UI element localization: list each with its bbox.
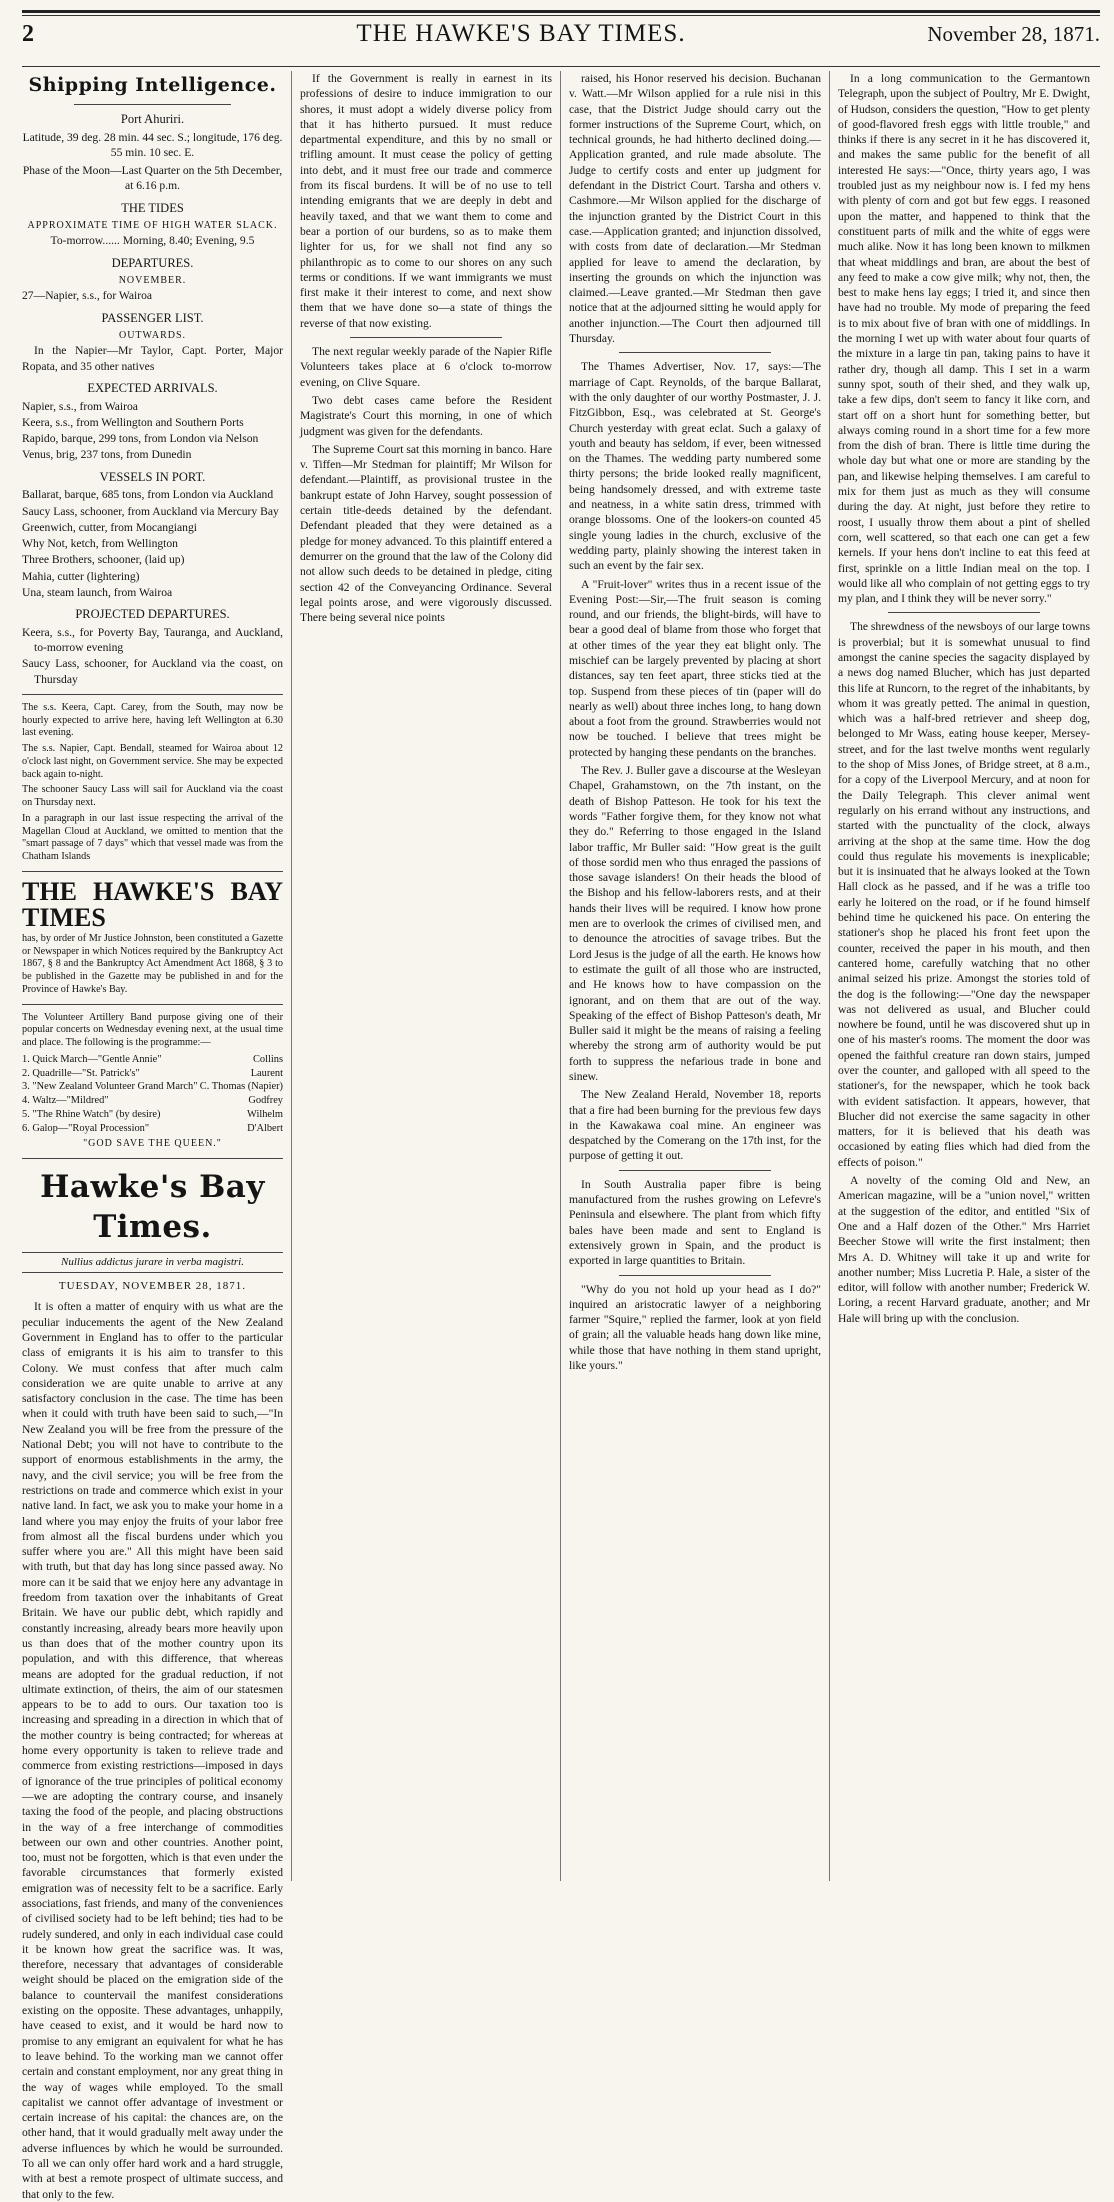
- tides-line: To-morrow...... Morning, 8.40; Evening, 9.5: [50, 234, 255, 248]
- departure-item: 27—Napier, s.s., for Wairoa: [22, 289, 153, 303]
- expected-item: Rapido, barque, 299 tons, from London via Nelson: [22, 432, 259, 446]
- inport-item: Why Not, ketch, from Wellington: [22, 537, 178, 551]
- band-intro: The Volunteer Artillery Band purpose giving one of their popular concerts on Wednesday evening next, at the usual time and place. The following is the programme:—: [22, 1011, 283, 1049]
- shipping-heading: Shipping Intelligence.: [28, 74, 277, 96]
- shipping-note: In a paragraph in our last issue respecting the arrival of the Magellan Cloud at Auckland, we omitted to mention that the "smart passage of 7 days" which that vessel made was from the Chatham Islands: [22, 812, 283, 863]
- news-item: "Why do you not hold up your head as I do?" inquired an aristocratic lawyer of a neighboring farmer "Squire," replied the farmer, look at yon field of grain; all the valuable heads hang down like mine, while those that have nothing in them stand upright, like yours.": [569, 1282, 821, 1373]
- programme-composer: Wilhelm: [247, 1108, 283, 1120]
- programme-piece: 2. Quadrille—"St. Patrick's": [22, 1067, 140, 1079]
- column-1: [22, 71, 291, 2201]
- port-name: Port Ahuriri.: [120, 112, 185, 127]
- news-item: The next regular weekly parade of the Napier Rifle Volunteers takes place at 6 o'clock to-morrow evening, on Clive Square.: [300, 345, 552, 389]
- issue-date: November 28, 1871.: [927, 22, 1100, 46]
- divider: [619, 352, 770, 353]
- inport-item: Saucy Lass, schooner, from Auckland via Mercury Bay: [22, 504, 279, 518]
- programme-piece: 4. Waltz—"Mildred": [22, 1095, 109, 1107]
- passenger-heading: PASSENGER LIST.: [101, 310, 204, 325]
- column-2: [291, 71, 560, 1881]
- shipping-note: The s.s. Keera, Capt. Carey, from the South, may now be hourly expected to arrive here, having left Wellington at 6.30 last evening.: [22, 701, 283, 739]
- news-item: The Supreme Court sat this morning in banco. Hare v. Tiffen—Mr Stedman for plaintiff; Mr Wilson for defendant.—Plaintiff, as provisional trustee in the bankrupt estate of John Harvey, sought possession of certain title-deeds detained by the defendant. Defendant pleaded that they were detained as a pledge for money advanced. To this plaintiff entered a demurrer on the ground that the law of the Colony did not allow such deeds to be detained in pledge, citing section 42 of the Conveyancing Ordinance. Several legal points arose, and were vigorously discussed. There being several nice points: [300, 442, 552, 625]
- motto: Nullius addictus jurare in verba magistri.: [22, 1252, 283, 1273]
- columns: [22, 71, 1100, 2201]
- inport-item: Mahia, cutter (lightering): [22, 569, 140, 583]
- masthead: [22, 16, 1100, 66]
- divider: [22, 1158, 283, 1159]
- projected-item: Keera, s.s., for Poverty Bay, Tauranga, and Auckland, to-morrow evening: [22, 625, 283, 655]
- news-item: In South Australia paper fibre is being manufactured from the rushes growing on Lefevre's Peninsula and elsewhere. The plant from which fifty bales have been made and sent to England is extensively grown in Spain, and the product is exported in large quantities to Britain.: [569, 1177, 821, 1268]
- top-rule: [22, 10, 1100, 13]
- passenger-line: In the Napier—Mr Taylor, Capt. Porter, Major Ropata, and 35 other natives: [22, 344, 283, 373]
- moon-phase: Phase of the Moon—Last Quarter on the 5th December, at 6.16 p.m.: [22, 164, 283, 193]
- page-number: 2: [22, 21, 34, 47]
- news-item: The Thames Advertiser, Nov. 17, says:—The marriage of Capt. Reynolds, of the barque Ballarat, with the only daughter of our worthy Postmaster, J. J. FitzGibbon, Esq., was celebrated at St. George's Church yesterday with great eclat. Such a galaxy of youth and beauty has seldom, if ever, been witnessed on the Thames. The wedding party numbered some thirty persons; the bride looked really magnificent, being handsomely dressed, and with extreme taste and neatness, in a white satin dress, trimmed with orange blossoms. One of the lookers-on counted 45 single young ladies in the church, exclusive of the wedding party, plainly showing the interest taken in such an event by the fair sex.: [569, 360, 821, 573]
- masthead-rule: [22, 66, 1100, 67]
- divider: [888, 612, 1039, 613]
- programme-composer: Godfrey: [248, 1095, 283, 1107]
- inport-item: Greenwich, cutter, from Mocangiangi: [22, 520, 197, 534]
- latlong: Latitude, 39 deg. 28 min. 44 sec. S.; longitude, 176 deg. 55 min. 10 sec. E.: [22, 130, 283, 159]
- expected-item: Keera, s.s., from Wellington and Southern Ports: [22, 415, 244, 429]
- programme-piece: 1. Quick March—"Gentle Annie": [22, 1053, 162, 1065]
- departures-heading: DEPARTURES.: [111, 255, 194, 270]
- inport-item: Three Brothers, schooner, (laid up): [22, 553, 185, 567]
- divider: [350, 337, 501, 338]
- programme-composer: D'Albert: [247, 1122, 283, 1134]
- divider: [22, 871, 283, 872]
- programme-piece: 5. "The Rhine Watch" (by desire): [22, 1108, 161, 1120]
- band-close: "GOD SAVE THE QUEEN.": [83, 1138, 222, 1150]
- column-4: [829, 71, 1098, 1881]
- programme-row: [22, 1080, 283, 1094]
- newspaper-title: THE HAWKE'S BAY TIMES.: [356, 20, 686, 47]
- expected-item: Venus, brig, 237 tons, from Dunedin: [22, 448, 192, 462]
- news-item: A novelty of the coming Old and New, an American magazine, will be a "union novel," written at the suggestion of the editor, and entitled "Six of One and a Half dozen of the Other." Mrs Harriet Beecher Stowe will write the first instalment; then Mrs A. D. Whitney will take it up and write for another number; Miss Lucretia P. Hale, a sister of the editor, will follow with another number; Frederick W. Loring, a recent Harvard graduate, another; and Mr Hale will bring up with the conclusion.: [838, 1174, 1090, 1325]
- news-item: The Rev. J. Buller gave a discourse at the Wesleyan Chapel, Grahamstown, on the 7th instant, on the death of Bishop Patteson. He took for his text the words "Father forgive them, for they know not what they do." Referring to those engaged in the Island labor traffic, Mr Buller said: "How great is the guilt of those sordid men who thus enraged the passions of those savage islanders! On their heads the blood of the Bishop and his fellow-laborers rests, and at their hands their lives will be required. I know how prone men are to overlook the crimes of civilised men, and to denounce the atrocities of savage tribes. But the Lord Jesus is the judge of all the earth. He knows how to estimate the guilt of all those who are instructed, and He knows how to have compassion on the ignorant, and on them that are out of the way. Speaking of the effect of Bishop Patteson's death, Mr Buller said it might be the means of raising a feeling whereby the strong arm of authority would be put forth to suppress the nefarious trade in bone and sinew.: [569, 764, 821, 1083]
- programme-piece: 6. Galop—"Royal Procession": [22, 1122, 150, 1134]
- dateline: TUESDAY, NOVEMBER 28, 1871.: [58, 1279, 247, 1292]
- inport-item: Ballarat, barque, 685 tons, from London via Auckland: [22, 488, 274, 502]
- programme-row: [22, 1053, 283, 1067]
- gazette-heading: THE HAWKE'S BAY TIMES: [22, 876, 283, 932]
- tides-heading: THE TIDES: [121, 200, 184, 215]
- news-item: In a long communication to the Germantown Telegraph, upon the subject of Poultry, Mr E. Dwight, of Hudson, considers the question, "How to get plenty of good-flavored fresh eggs with little trouble," and thinks if there is any secret in it he has discovered it, and makes the same public for the benefit of all interested He says:—"Once, thirty years ago, I was troubled just as my neighbour now is. I fed my hens with plenty of corn and got but few eggs. I reasoned upon the matter, and happened to think that the constituent parts of milk and the white of eggs were much alike. Now it has long been known to milkmen that wheat middlings and bran, are about the best of any feed to make a cow give milk; why not, then, the best to make hens lay eggs; I tried it, and since then have had no trouble. My mode of preparing the feed is to mix about five of bran with one of middlings. In the morning I wet up with water about four quarts of the mixture in a large tin pan, taking pains to have it rather dry, though all damp. This I set in a warm sunny spot, south of their shed, and they walk up, take a few dips, don't seem to fancy it like corn, and start off on a short hunt for something better, but always coming round in a short time for a few more from the dish of bran. There is little time during the whole day but what one or more are standing by the pan, and likewise helping themselves. I am careful to mix for them just as much as they will consume during the day. At night, just before they retire to roost, I usually throw them about a pint of shelled corn, well scattered, so that each one can get a few kernels. If your hens don't incline to eat this feed at first, sprinkle on a little Indian meal on the top. I would like all who complain of not getting eggs to try my plan, and I think they will be never sorry.": [838, 72, 1090, 606]
- news-item: Two debt cases came before the Resident Magistrate's Court this morning, in one of which judgment was given for the defendants.: [300, 393, 552, 438]
- divider: [74, 104, 231, 105]
- divider: [22, 694, 283, 695]
- programme-piece: 3. "New Zealand Volunteer Grand March": [22, 1081, 198, 1093]
- departures-month: NOVEMBER.: [118, 275, 187, 287]
- divider: [619, 1275, 770, 1276]
- tides-sub: APPROXIMATE TIME OF HIGH WATER SLACK.: [27, 220, 278, 232]
- divider: [22, 1004, 283, 1005]
- expected-heading: EXPECTED ARRIVALS.: [87, 381, 218, 396]
- programme-composer: C. Thomas (Napier): [199, 1081, 283, 1093]
- paper-title: Hawke's Bay Times.: [40, 1168, 265, 1246]
- news-item: The shrewdness of the newsboys of our large towns is proverbial; but it is somewhat unusual to find amongst the canine species the sagacity displayed by a news dog named Blucher, which has just departed this life at Runcorn, to the regret of the inhabitants, by whom it was greatly petted. The animal in question, which was a half-bred retriever and sheep dog, belonged to Mr Wass, eating house keeper, Mersey-street, and for the last twelve months went regularly to the shop of Miss Jones, of Bridge street, at 8 a.m., for a copy of the Liverpool Mercury, and at noon for the Daily Telegraph. This clever animal went regularly on his errand without any instructions, and started with the punctuality of the clock, always arriving at the shop at the same time. How the dog could thus regulate his movements is inexplicable; but it is insinuated that he always looked at the Town Hall clock as he passed, and if he was a trifle too early he loitered on the road, or if he found himself behind time he quickened his pace. On entering the stationer's shop he placed his front feet upon the counter, received the paper in his mouth, and then cantered home, carefully watching that no other animal seized his prize. Amongst the stories told of the dog is the following:—"One day the newspaper was not delivered as usual, and Blucher could nowhere be found, until he was discovered shut up in one of his master's rooms. The moment the door was opened the faithful creature ran down stairs, jumped over the counter, and galloped with all speed to the stationer's, for the newspaper, which he took back with evident satisfaction. It appears, however, that Blucher did not exercise the same sagacity in other matters, for it is believed that his death was occasioned by eating flies which had died from the effects of poison.": [838, 620, 1090, 1169]
- passenger-sub: OUTWARDS.: [118, 330, 187, 342]
- programme-composer: Collins: [252, 1053, 283, 1065]
- expected-item: Napier, s.s., from Wairoa: [22, 399, 138, 413]
- inport-heading: VESSELS IN PORT.: [99, 469, 206, 484]
- news-item: A "Fruit-lover" writes thus in a recent issue of the Evening Post:—Sir,—The fruit season is coming round, and our friends, the blight-birds, will have to bear a good deal of blame from those who forget that at other times of the year they eat blight only. The mischief can be largely prevented by placing at short distances, say ten feet apart, three sticks tied at the top. Suspend from these pieces of tin (paper will do nearly as well) about three inches long, to hang down about a foot from the ground. Strawberries would not now be touched. I believe that trees might be protected by hanging these pendants on the branches.: [569, 577, 821, 759]
- gazette-text: has, by order of Mr Justice Johnston, been constituted a Gazette or Newspaper in which Notices required by the Bankruptcy Act 1867, § 8 and the Bankruptcy Act Amendment Act 1868, § 3 to be published in the Gazette may be published in and for the Province of Hawke's Bay.: [22, 932, 283, 995]
- news-item: The New Zealand Herald, November 18, reports that a fire had been burning for the previous few days in the Kawakawa coal mine. An engineer was despatched by the Comerang on the 17th inst, for the purpose of getting it out.: [569, 1088, 821, 1163]
- shipping-note: The s.s. Napier, Capt. Bendall, steamed for Wairoa about 12 o'clock last night, on Government service. She may be expected back again to-night.: [22, 743, 283, 780]
- inport-item: Una, steam launch, from Wairoa: [22, 585, 173, 599]
- projected-item: Saucy Lass, schooner, for Auckland via the coast, on Thursday: [22, 657, 283, 686]
- programme-row: [22, 1122, 283, 1136]
- programme-row: [22, 1067, 283, 1081]
- shipping-note: The schooner Saucy Lass will sail for Auckland via the coast on Thursday next.: [22, 784, 283, 809]
- programme-row: [22, 1094, 283, 1108]
- projected-heading: PROJECTED DEPARTURES.: [75, 607, 230, 622]
- leader-paragraph: It is often a matter of enquiry with us what are the peculiar inducements the agent of the New Zealand Government in England has to offer to the particular class of emigrants it is his aim to transfer to this Colony. We must confess that after much calm consideration we are quite unable to arrive at any satisfactory conclusion in the case. The time has been when it could with truth have been said to such,—"In New Zealand you will be free from the pressure of the National Debt; you will not have to contribute to the support of enormous establishments in the army, the navy, and the civil service; you will be free from the restrictions on trade and commerce which exist in your native land. In fact, we ask you to make your home in a land where you may enjoy the fruits of your labor free from almost all the fiscal burdens under which you suffer where you are." All this might have been said with truth, but that day has long since passed away. No more can it be said that we enjoy here any advantage in freedom from taxation over the inhabitants of Great Britain. We have our public debt, which rapidly and constantly increasing, already bears more heavily upon us than does that of the mother country upon its population, and with this difference, that whereas means are adopted for the gradual reduction, if not ultimate extinction, of theirs, the aim of our statesmen appears to be to add to ours. Our taxation too is increasing and spreading in a direction in which that of the mother country is being contracted; for whereas at home every opportunity is taken to relieve trade and commerce from existing restrictions—imposed in days of ignorance of the true principles of political economy—we are adopting the contrary course, and insanely taxing the food of the people, and placing obstructions in the way of a free interchange of commodities between our own and other countries. Another point, too, must not be forgotten, which is that even under the favorable circumstances that formerly existed emigration was of necessity felt to be a sacrifice. Early associations, fast friends, and many of the conveniences of civilised society had to be left behind; ties had to be rudely sundered, and only in each individual case could it be known how great the sacrifice was. It was, therefore, necessary that advantages of considerable weight should be placed on the emigration side of the balance to countervail the manifest considerations existing on the opposite. These advantages, unhappily, have ceased to exist, and it would be hard now to promise to any emigrant an equivalent for what he has to leave behind. To the working man we cannot offer certain and constant employment, nor any great thing in the way of wages while employed. To the small capitalist we cannot offer advantage of investment or certain increase of his capital: the chances are, on the other hand, that it would gradually melt away under the adverse influences by which he would be surrounded. To all we can only offer hard work and a hard struggle, with at best a remote prospect of ultimate success, and that only to the few.: [22, 1300, 283, 2201]
- column-3: [560, 71, 829, 1881]
- news-item: raised, his Honor reserved his decision. Buchanan v. Watt.—Mr Wilson applied for a rule nisi in this case, that the District Judge should carry out the former instructions of the Supreme Court, which, on technical grounds, he had hitherto declined doing.—Application granted, and rule made absolute. The Judge to certify costs and enter up judgment for defendant in the District Court. Tarsha and others v. Cashmore.—Mr Wilson applied for the discharge of the injunction granted by the District Court in this case.—Application granted; and injunction dissolved, with costs from date of declaration.—Mr Stedman applied for leave to amend the declaration, by inserting the grounds on which the injunction was claimed.—Leave granted.—Mr Stedman then gave notice that at the adjourned sitting he would apply for another injunction.—The Court then adjourned till Thursday.: [569, 72, 821, 346]
- programme-composer: Laurent: [250, 1067, 283, 1079]
- divider: [619, 1170, 770, 1171]
- programme-row: [22, 1108, 283, 1122]
- leader-paragraph: If the Government is really in earnest in its professions of desire to induce immigration to our shores, it must adopt a widely diverse policy from that it has hitherto pursued. It must reduce departmental expenditure, and this by no small or trifling amount. It must cease the policy of getting into debt, and it must free our trade and commerce from its fiscal burdens. It will be of no use to tell intending emigrants that we are deeply in debt and heavily taxed, and that we want them to come and bear a portion of our burdens, so as to make them lighter for us, for we shall not find any so philanthropic as to come to our shores on any such terms or conditions. If we want immigrants we must first make it their interest to come, and next show them that we have done so—a state of things the reverse of that now existing.: [300, 72, 552, 330]
